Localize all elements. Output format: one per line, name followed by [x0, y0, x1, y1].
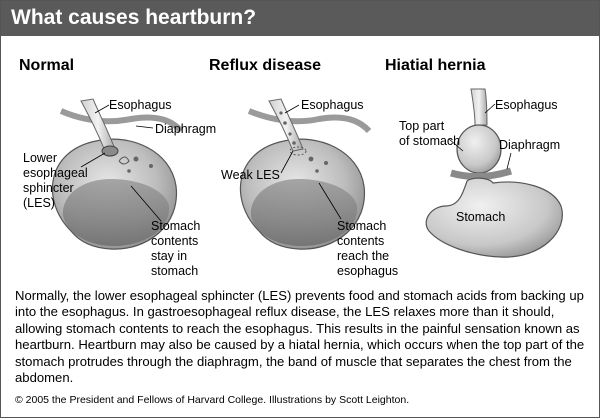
label-diaphragm-normal: Diaphragm [155, 122, 217, 136]
label-contents-reflux-2: contents [337, 234, 385, 248]
label-diaphragm-hernia: Diaphragm [499, 138, 561, 152]
label-les-line3: sphincter [23, 181, 74, 195]
label-contents-normal-4: stomach [151, 264, 199, 278]
panel-heading-normal: Normal [19, 57, 75, 74]
label-esophagus-reflux: Esophagus [301, 98, 364, 112]
label-contents-normal-1: Stomach [151, 219, 201, 233]
label-les-line2: esophageal [23, 166, 88, 180]
description-paragraph: Normally, the lower esophageal sphincter (LES) prevents food and stomach acids from backing up into the esophagus. In gastroesophageal reflux disease, the LES relaxes more than it should, allowing stomach contents to reach the esophagus. This results in the painful sensation known as heartburn. Heartburn may also be caused by a hiatal hernia, which occurs when the top part of the stomach protrudes through the diaphragm, the band of muscle that separates the chest from the abdomen. [15, 288, 585, 386]
panel-heading-hernia: Hiatial hernia [385, 57, 486, 74]
label-top-part-line2: of stomach [399, 134, 461, 148]
herniated-stomach-part [457, 125, 501, 173]
panel-heading-reflux: Reflux disease [209, 57, 322, 74]
label-esophagus-hernia: Esophagus [495, 98, 558, 112]
label-contents-reflux-1: Stomach [337, 219, 387, 233]
label-les-line1: Lower [23, 151, 58, 165]
label-contents-reflux-3: reach the [337, 249, 390, 263]
label-contents-normal-3: stay in [151, 249, 188, 263]
label-les-line4: (LES) [23, 196, 55, 210]
label-contents-normal-2: contents [151, 234, 199, 248]
label-weak-les: Weak LES [221, 168, 280, 182]
label-esophagus-normal: Esophagus [109, 98, 172, 112]
label-stomach-hernia: Stomach [456, 210, 506, 224]
label-contents-reflux-4: esophagus [337, 264, 399, 278]
hernia-stomach-illustration [426, 89, 562, 257]
figure-title: What causes heartburn? [11, 6, 257, 29]
copyright-line: © 2005 the President and Fellows of Harvard College. Illustrations by Scott Leighton. [15, 394, 410, 406]
label-top-part-line1: Top part [399, 119, 445, 133]
les-ring [102, 146, 118, 156]
